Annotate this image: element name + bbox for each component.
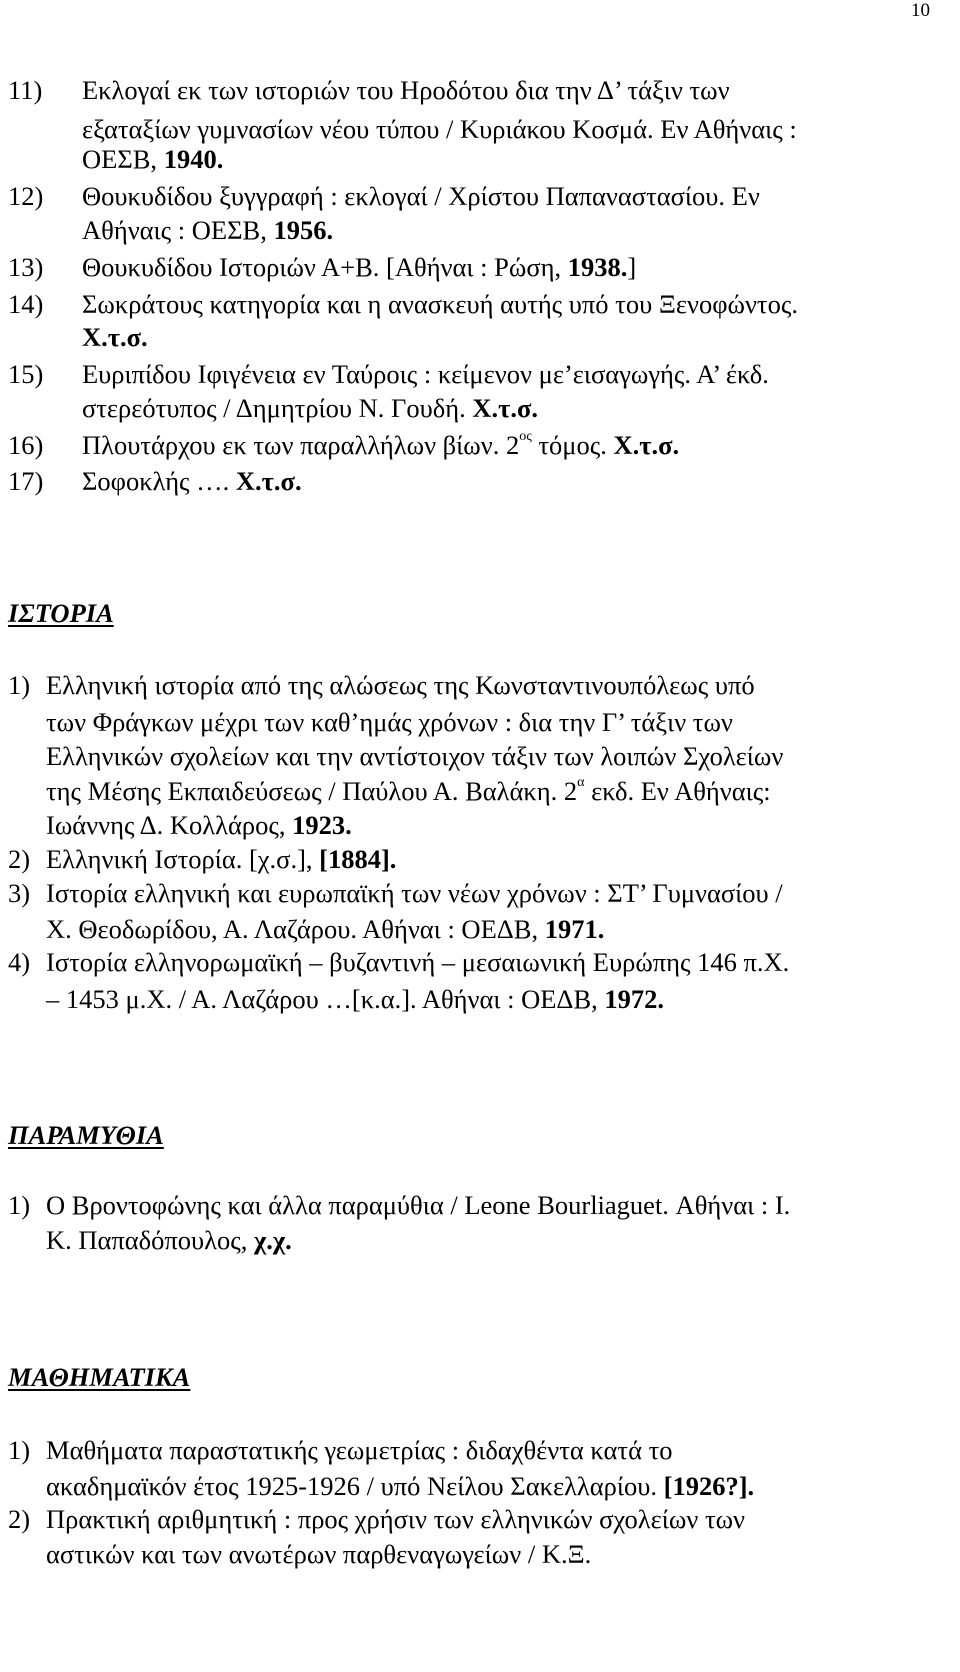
list-item: 3) Ιστορία ελληνική και ευρωπαϊκή των νέων χρόνων : ΣΤ’ Γυμνασίου /	[8, 878, 783, 908]
list-item: 2) Πρακτική αριθμητική : προς χρήσιν των ελληνικών σχολείων των	[8, 1504, 746, 1534]
list-item: 13) Θουκυδίδου Ιστοριών Α+Β. [Αθήναι : Ρώση, 1938.]	[8, 252, 637, 282]
list-item: 1) Ο Βροντοφώνης και άλλα παραμύθια / Leone Bourliaguet. Αθήναι : Ι.	[8, 1190, 791, 1220]
list-item: 14) Σωκράτους κατηγορία και η ανασκευή αυτής υπό του Ξενοφώντος.	[8, 289, 798, 319]
list-item: 12) Θουκυδίδου ξυγγραφή : εκλογαί / Χρίστου Παπαναστασίου. Εν	[8, 181, 760, 211]
list-item: 4) Ιστορία ελληνορωμαϊκή – βυζαντινή – μεσαιωνική Ευρώπης 146 π.Χ.	[8, 947, 790, 977]
list-item: 1) Μαθήματα παραστατικής γεωμετρίας : διδαχθέντα κατά το	[8, 1435, 673, 1465]
section-heading: ΜΑΘΗΜΑΤΙΚΑ	[8, 1362, 191, 1392]
list-item: 16) Πλουτάρχου εκ των παραλλήλων βίων. $2^{o\varsigma}$ τόμος. Χ.τ.σ.	[8, 429, 680, 460]
section-heading: ΠΑΡΑΜΥΘΙΑ	[8, 1120, 164, 1150]
list-item: 17) Σοφοκλής …. Χ.τ.σ.	[8, 466, 302, 496]
list-item: 1) Ελληνική ιστορία από της αλώσεως της Κωνσταντινουπόλεως υπό	[8, 670, 755, 700]
list-item: 11) Εκλογαί εκ των ιστοριών του Ηροδότου δια την Δ’ τάξιν των	[8, 75, 730, 105]
list-item: 15) Ευριπίδου Ιφιγένεια εν Ταύροις : κείμενον με’εισαγωγής. Α’ έκδ.	[8, 359, 769, 389]
page-number: 10	[911, 0, 930, 21]
section-heading: ΙΣΤΟΡΙΑ	[8, 598, 114, 628]
list-item: 2) Ελληνική Ιστορία. [χ.σ.], [1884].	[8, 844, 397, 874]
